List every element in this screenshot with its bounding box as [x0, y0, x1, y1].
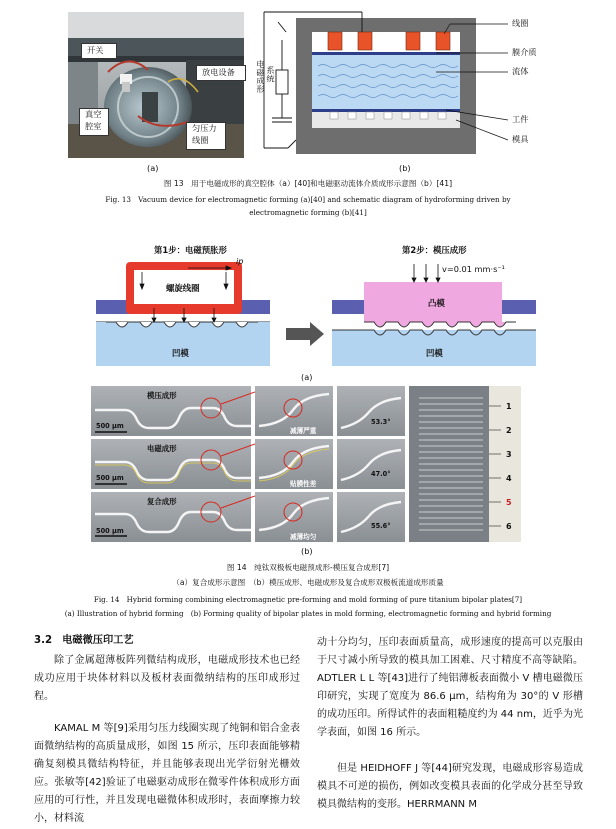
fig14a-sub-label: (a)	[301, 372, 313, 382]
fig14a-die-right-label: 凹模	[426, 348, 443, 358]
fig13a-discharge-label: 放电设备	[202, 67, 235, 77]
fig13-caption-cn: 图 13 用于电磁成形的真空腔体（a）[40]和电磁驱动流体介质成形示意图（b）[41]	[163, 179, 453, 188]
fig14a-velocity-label: v=0.01 mm·s⁻¹	[442, 264, 505, 274]
fig14a-die-left-label: 凹模	[172, 348, 189, 358]
fig14b-row3-zoom-label: 减薄均匀	[290, 533, 317, 541]
right-paragraph-2: 但是 HEIDHOFF J 等[44]研究发现，电磁成形容易造成模具不可逆的损伤，例如改变模具表面的化学成分甚至导致模具微结构的变形。HERRMANN M	[317, 763, 583, 811]
fig13b-coil-label: 线圈	[512, 18, 529, 28]
fig14b-scalebar-2: 500 μm	[96, 474, 124, 482]
fig14b-row2-angle: 47.0°	[371, 470, 391, 478]
fig13b-membrane-label: 膜介质	[512, 47, 537, 57]
fig13-caption-en-2: electromagnetic forming (b)[41]	[249, 208, 367, 217]
fig14b-row3-angle: 55.6°	[371, 522, 391, 530]
fig14b-scalebar-3: 500 μm	[96, 527, 124, 535]
fig13a-coil-label-1: 匀压力	[192, 123, 217, 133]
fig14b-plate-photo	[409, 386, 521, 542]
fig13-caption-en-1: Fig. 13 Vacuum device for electromagnetic forming (a)[40] and schematic diagram of hydroforming driven by	[105, 195, 511, 204]
ruler-tick-1: 1	[506, 402, 512, 411]
fig13a-chamber-label-1: 真空	[85, 109, 102, 119]
left-paragraph-2: KAMAL M 等[9]采用匀压力线圈实现了纯铜和铝合金表面微纳结构的高质量成形，如图 15 所示，压印表面能够精确复刻模具微结构特征，并且能够表现出光学衍射光栅效应。张敏等[42]验证了电磁驱动成形在微零件体积成形方面应用的可行性，并且发现电磁微体积成形时，表面摩擦力较小，材料流	[34, 723, 300, 825]
fig14b-sub-label: (b)	[301, 546, 313, 556]
section-heading: 3.2 电磁微压印工艺	[34, 635, 134, 646]
fig14a-punch-label: 凸模	[428, 298, 445, 308]
ruler-tick-4: 4	[506, 474, 512, 483]
fig14-caption-en-1: Fig. 14 Hybrid forming combining electromagnetic pre-forming and mold forming of pure titanium bipolar plates[7]	[93, 595, 523, 604]
ruler-tick-2: 2	[506, 426, 512, 435]
fig13b-system-label-1: 电磁成形	[256, 60, 266, 93]
fig13b-workpiece-label: 工件	[512, 114, 529, 124]
fig13b-sub-label: (b)	[399, 163, 411, 173]
fig14-caption-cn: 图 14 纯钛双极板电磁预成形-模压复合成形[7]	[226, 563, 390, 572]
fig14b-row1-label: 模压成形	[147, 391, 177, 400]
fig14b-micrographs	[91, 386, 405, 542]
ruler-tick-6: 6	[506, 522, 512, 531]
fig14b-row2-label: 电磁成形	[147, 444, 177, 453]
fig14a-schematic	[96, 242, 536, 370]
fig14a-ip-label: ip	[236, 256, 244, 266]
fig14b-row1-zoom-label: 减薄严重	[290, 427, 317, 435]
fig14b-row1-angle: 53.3°	[371, 418, 391, 426]
fig13a-coil-label-2: 线圈	[192, 135, 209, 145]
fig13b-system-label-2: 系统	[266, 66, 276, 83]
right-paragraph-1: 动十分均匀，压印表面质量高，成形速度的提高可以克服由于尺寸减小所导致的模具加工困难、尺寸精度不高等缺陷。ADTLER L L 等[43]进行了纯铝薄板表面微小 V 槽电磁微压印研究，实现了宽度为 86.6 μm，结构角为 30°的 V 形槽的成功压印。所得试件的表面粗糙度约为 44 nm，近乎为光学表面，如图 16 所示。	[317, 637, 583, 739]
ruler-tick-5: 5	[506, 498, 512, 507]
left-paragraph-1: 除了金属超薄板阵列微结构成形，电磁成形技术也已经成功应用于块体材料以及板材表面微纳结构的压印成形过程。	[34, 655, 300, 703]
fig13b-die-label: 模具	[512, 134, 529, 144]
fig14a-coil-label: 螺旋线圈	[166, 283, 200, 293]
fig14-caption-en-2: (a) Illustration of hybrid forming (b) Forming quality of bipolar plates in mold forming, electromagnetic forming and hybrid forming	[64, 609, 552, 618]
fig14b-row3-label: 复合成形	[147, 497, 177, 506]
ruler-tick-3: 3	[506, 450, 512, 459]
fig14b-row2-zoom-label: 贴膜性差	[290, 480, 317, 488]
fig14a-step2-label: 第2步：模压成形	[402, 245, 467, 255]
fig13b-fluid-label: 流体	[512, 66, 529, 76]
fig14b-scalebar-1: 500 μm	[96, 422, 124, 430]
fig14a-step1-label: 第1步：电磁预胀形	[154, 245, 227, 255]
fig13a-chamber-label-2: 腔室	[85, 121, 102, 131]
fig14-caption-cn-sub: （a）复合成形示意图 （b）模压成形、电磁成形及复合成形双极板流道成形质量	[172, 578, 444, 587]
fig13b-schematic	[256, 8, 556, 166]
fig13a-switch-label: 开关	[87, 45, 104, 55]
fig13a-sub-label: (a)	[147, 163, 159, 173]
